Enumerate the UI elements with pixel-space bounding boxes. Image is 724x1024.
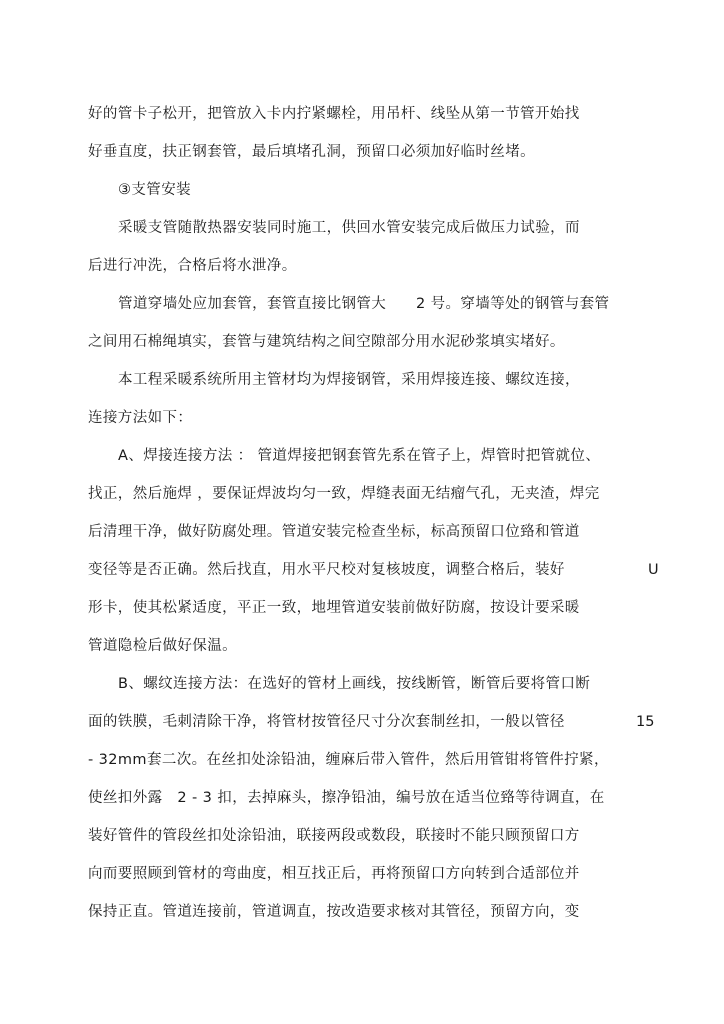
text-line: 好垂直度，扶正钢套管，最后填堵孔洞，预留口必须加好临时丝堵。 (88, 144, 535, 160)
text-line: 装好管件的管段丝扣处涂铅油，联接两段或数段，联接时不能只顾预留口方 (88, 828, 580, 844)
text-line: 向而要照顾到管材的弯曲度，相互找正后，再将预留口方向转到合适部位并 (88, 866, 580, 882)
text-fragment: 15 (636, 714, 655, 730)
text-line: 使丝扣外露 2 - 3 扣，去掉麻头，擦净铅油，编号放在适当位臵等待调直，在 (88, 790, 605, 806)
text-line: 形卡，使其松紧适度，平正一致，地埋管道安装前做好防腐，按设计要采暖 (88, 600, 580, 616)
text-line: - 32mm套二次。在丝扣处涂铅油，缠麻后带入管件，然后用管钳将管件拧紧， (88, 752, 609, 768)
text-fragment: U (648, 562, 659, 578)
text-line: 管道穿墙处应加套管，套管直接比钢管大 2 号。穿墙等处的钢管与套管 (118, 296, 610, 312)
text-line: 采暖支管随散热器安装同时施工，供回水管安装完成后做压力试验，而 (118, 220, 580, 236)
text-line: 找正，然后施焊 ，要保证焊波均匀一致，焊缝表面无结瘤气孔，无夹渣，焊完 (88, 486, 600, 502)
text-line: 变径等是否正确。然后找直，用水平尺校对复核坡度，调整合格后，装好 (88, 562, 565, 578)
text-line: 之间用石棉绳填实，套管与建筑结构之间空隙部分用水泥砂浆填实堵好。 (88, 334, 565, 350)
text-line: 保持正直。管道连接前，管道调直，按改造要求核对其管径，预留方向，变 (88, 904, 580, 920)
text-line: A、焊接连接方法 ： 管道焊接把钢套管先系在管子上，焊管时把管就位、 (118, 448, 601, 464)
text-line: 面的铁膜，毛刺清除干净，将管材按管径尺寸分次套制丝扣，一般以管径 (88, 714, 565, 730)
text-line: B、螺纹连接方法：在选好的管材上画线，按线断管，断管后要将管口断 (118, 676, 591, 692)
text-line: 连接方法如下： (88, 410, 193, 426)
text-line: 好的管卡子松开，把管放入卡内拧紧螺栓，用吊杆、线坠从第一节管开始找 (88, 106, 580, 122)
text-line: 后清理干净，做好防腐处理。管道安装完检查坐标，标高预留口位臵和管道 (88, 524, 580, 540)
text-line: 管道隐检后做好保温。 (88, 638, 237, 654)
text-line: 本工程采暖系统所用主管材均为焊接钢管，采用焊接连接、螺纹连接， (118, 372, 580, 388)
text-line: 后进行冲洗，合格后将水泄净。 (88, 258, 297, 274)
subheading: ③支管安装 (118, 182, 191, 198)
